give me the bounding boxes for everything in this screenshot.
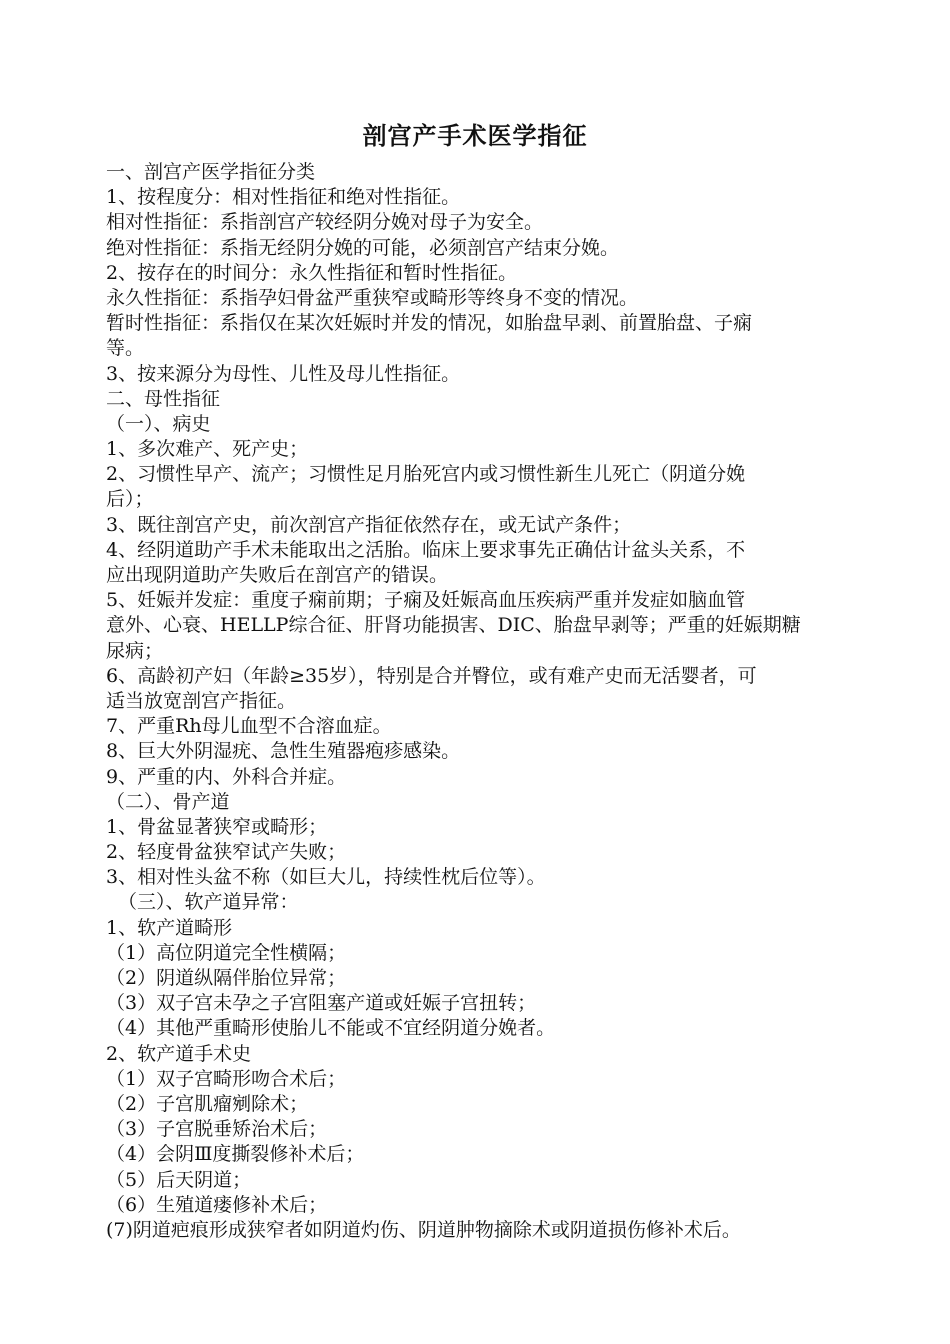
list-item: 1、骨盆显著狭窄或畸形；	[106, 815, 328, 838]
paragraph-line: 2、按存在的时间分：永久性指征和暂时性指征。	[106, 261, 518, 284]
list-item: 1、软产道畸形	[106, 916, 233, 939]
list-item: 9、严重的内、外科合并症。	[106, 765, 347, 788]
list-item: 应出现阴道助产失败后在剖宫产的错误。	[106, 564, 449, 586]
list-item: 6、高龄初产妇（年龄≥35岁），特别是合并臀位，或有难产史而无活婴者，可	[106, 664, 757, 687]
list-item: 4、经阴道助产手术未能取出之活胎。临床上要求事先正确估计盆头关系，不	[106, 538, 746, 561]
sub-list-item: （1）高位阴道完全性横隔；	[106, 941, 347, 964]
list-item: 尿病；	[106, 639, 164, 662]
list-item: 3、既往剖宫产史，前次剖宫产指征依然存在，或无试产条件；	[106, 513, 632, 536]
list-item: 意外、心衰、HELLP综合征、肝肾功能损害、DIC、胎盘早剥等；严重的妊娠期糖	[106, 614, 801, 637]
section-heading-1: 一、剖宫产医学指征分类	[106, 161, 316, 183]
sub-list-item: （2）阴道纵隔伴胎位异常；	[106, 967, 347, 989]
list-item: 3、相对性头盆不称（如巨大儿，持续性枕后位等）。	[106, 866, 546, 889]
list-item: 2、习惯性早产、流产；习惯性足月胎死宫内或习惯性新生儿死亡（阴道分娩	[106, 463, 746, 486]
paragraph-line: 暂时性指征：系指仅在某次妊娠时并发的情况，如胎盘早剥、前置胎盘、子痫	[106, 312, 753, 335]
sub-list-item: （2）子宫肌瘤剜除术；	[106, 1092, 309, 1115]
list-item: 后）；	[106, 488, 154, 511]
sub-list-item: （6）生殖道瘘修补术后；	[106, 1193, 328, 1216]
document-title: 剖宫产手术医学指征	[362, 122, 588, 150]
sub-list-item: （4）其他严重畸形使胎儿不能或不宜经阴道分娩者。	[106, 1017, 556, 1040]
subsection-heading: （一）、病史	[106, 412, 211, 435]
list-item: 2、软产道手术史	[106, 1042, 252, 1065]
list-item: 适当放宽剖宫产指征。	[106, 689, 297, 712]
sub-list-item: (7)阴道疤痕形成狭窄者如阴道灼伤、阴道肿物摘除术或阴道损伤修补术后。	[106, 1218, 741, 1241]
section-heading-2: 二、母性指征	[106, 387, 221, 410]
document-body	[106, 160, 846, 1243]
sub-list-item: （5）后天阴道；	[106, 1168, 252, 1191]
subsection-heading: （二）、骨产道	[106, 790, 230, 813]
paragraph-line: 绝对性指征：系指无经阴分娩的可能，必须剖宫产结束分娩。	[106, 236, 620, 259]
paragraph-line: 永久性指征：系指孕妇骨盆严重狭窄或畸形等终身不变的情况。	[106, 286, 639, 309]
paragraph-line: 等。	[106, 337, 145, 360]
sub-list-item: （3）子宫脱垂矫治术后；	[106, 1118, 328, 1141]
list-item: 7、严重Rh母儿血型不合溶血症。	[106, 715, 392, 738]
list-item: 5、妊娠并发症：重度子痫前期；子痫及妊娠高血压疾病严重并发症如脑血管	[106, 589, 746, 612]
paragraph-line: 1、按程度分：相对性指征和绝对性指征。	[106, 186, 461, 209]
paragraph-line: 相对性指征：系指剖宫产较经阴分娩对母子为安全。	[106, 211, 544, 234]
subsection-heading: （三）、软产道异常：	[118, 891, 299, 914]
paragraph-line: 3、按来源分为母性、儿性及母儿性指征。	[106, 362, 461, 385]
sub-list-item: （4）会阴Ⅲ度撕裂修补术后；	[106, 1143, 365, 1166]
list-item: 1、多次难产、死产史；	[106, 438, 309, 461]
list-item: 2、轻度骨盆狭窄试产失败；	[106, 841, 347, 864]
sub-list-item: （1）双子宫畸形吻合术后；	[106, 1067, 347, 1090]
list-item: 8、巨大外阴湿疣、急性生殖器疱疹感染。	[106, 740, 461, 763]
sub-list-item: （3）双子宫未孕之子宫阻塞产道或妊娠子宫扭转；	[106, 992, 537, 1015]
